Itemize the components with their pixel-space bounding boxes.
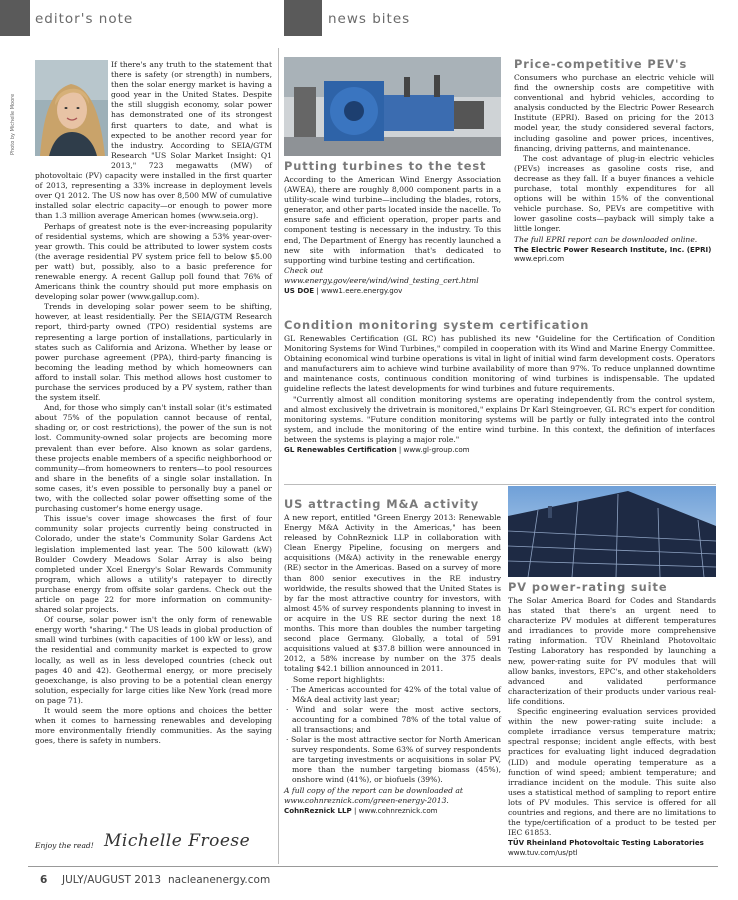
- condition-paragraph: GL Renewables Certification (GL RC) has published its new "Guideline for the Certification of Condition Monitoring Systems for Wind Turbines," compiled in cooperation with its Wind and Marine Energy Committee. Obtaining economical wind turbine operations is vital in light of initial wind farm development costs. Operators and manufacturers aim to achieve wind turbine availability of more than 97%. To reduce unplanned downtime and maintenance costs, continuous condition monitoring of wind turbines is indispensable. The updated guideline reflects the latest developments for wind turbines and future requirements.: [284, 334, 715, 394]
- editors-note-body: [35, 60, 272, 746]
- signature: Michelle Froese: [104, 831, 251, 851]
- ma-credit: CohnReznick LLP | www.cohnreznick.com: [284, 805, 438, 815]
- ma-paragraph: A new report, entitled "Green Energy 2013: Renewable Energy M&A Activity in the Americas," has been released by CohnReznick LLP in collaboration with Clean Energy Pipeline, focusing on mergers and acquisitions (M&A) activity in the renewable energy (RE) sector in the Americas. Based on a survey of more than 800 senior executives in the RE industry worldwide, the results showed that the United States is by far the most attractive country for investors, with almost 45% of survey respondents planning to invest in or acquire in the US RE sector during the next 18 months. This more than doubles the number targeting second place Germany. Globally, a total of 591 acquisitions valued at $37.8 billion were announced in 2012, a 58% increase by number on the 375 deals totaling $42.1 billion announced in 2011.: [284, 513, 501, 674]
- condition-source: GL Renewables Certification: [284, 445, 397, 455]
- editor-paragraph: If there's any truth to the statement that there is safety (or strength) in numbers, then the solar energy market is having a good year in the United States. Despite the still sluggish economy, solar power has demonstrated one of its strongest first quarters to date, and what is expected to be another record year for the industry. According to SEIA/GTM Research "US Solar Market Insight: Q1 2013," 723 megawatts (MW) of photovoltaic (PV) capacity were installed in the first quarter of 2013, representing a 33% increase in deployment levels over Q1 2012. The US now has over 8,500 MW of cumulative installed solar electric capacity—or enough to power more than 1.3 million average American homes (www.seia.org).: [35, 60, 272, 221]
- condition-credit: GL Renewables Certification | www.gl-group.com: [284, 445, 470, 455]
- editor-paragraph: Perhaps of greatest note is the ever-increasing popularity of residential systems, which are showing a 53% year-over-year growth. This could be attributed to lower system costs (the average residential PV system price fell to below $5.00 per watt) but, possibly, also to a basic preference for renewable energy. A recent Gallup poll found that 76% of Americans think the country should put more emphasis on developing solar power (www.gallup.com).: [35, 221, 272, 302]
- ma-article: [284, 497, 501, 815]
- pv-title: PV power-rating suite: [508, 580, 668, 594]
- editors-note-header-block: [0, 0, 30, 36]
- pev-paragraph: Consumers who purchase an electric vehicle will find the ownership costs are competitive with conventional and hybrid vehicles, according to analysis conducted by the Electric Power Research Institute (EPRI). Based on pricing for the 2013 model year, the study considered several factors, including gasoline and power prices, incentives, financing, driving patterns, and maintenance.: [514, 73, 714, 153]
- editors-note-header: editor's note: [35, 11, 134, 27]
- editor-paragraph: It would seem the more options and choices the better when it comes to harnessing renewables and developing more environmentally friendly communities. As the saying goes, there is safety in numbers.: [35, 706, 272, 746]
- pev-url[interactable]: www.epri.com: [514, 254, 565, 264]
- solar-panel-photo: [508, 486, 716, 577]
- turbines-article: [284, 159, 501, 296]
- pv-url[interactable]: www.tuv.com/us/ptl: [508, 847, 578, 857]
- turbines-body: According to the American Wind Energy Association (AWEA), there are roughly 8,000 component parts in a utility-scale wind turbine—including the blades, rotors, generator, and other parts located inside the nacelle. To ensure safe and efficient operation, proper parts and component testing is necessary in the industry. To this end, The Department of Energy has recently launched a new site with information that's dedicated to supporting wind turbine testing and certification.: [284, 175, 501, 265]
- turbines-link: Check out www.energy.gov/eere/wind/wind_testing_cert.html: [284, 265, 479, 285]
- pv-article: [508, 580, 716, 857]
- pev-source: The Electric Power Research Institute, Inc. (EPRI): [514, 244, 712, 254]
- news-bites-header: news bites: [328, 11, 411, 27]
- editor-paragraph: Of course, solar power isn't the only form of renewable energy worth "sharing." The US leads in global production of small wind turbines (with capacities of 100 kW or less), and the residential and community market is expected to grow locally, as well as in less developed countries (check out pages 40 and 42). Geothermal energy, or more precisely geoexchange, is also proving to be a potential clean energy solution, especially for large cities like New York (read more on page 71).: [35, 615, 272, 705]
- ma-note: A full copy of the report can be downloaded at www.cohnreznick.com/green-energy-2013.: [284, 785, 463, 805]
- editor-paragraph: And, for those who simply can't install solar (it's estimated about 75% of the population cannot because of rental, shading or, or cost restrictions), the power of the sun is not lost. Community-owned solar projects are becoming more prevalent than ever before. Also known as solar gardens, these projects enable members of a specific neighborhood or community—from homeowners to renters—to pool resources and share in the benefits of a single solar installation. In some cases, it's even possible to personally buy a panel or two, with the collected solar power offsetting some of the purchasing customer's home energy usage.: [35, 403, 272, 514]
- ma-paragraph: Some report highlights:: [293, 674, 385, 684]
- turbines-url[interactable]: www1.eere.energy.gov: [321, 286, 403, 296]
- pev-note: The full EPRI report can be downloaded online.: [514, 234, 698, 244]
- pv-paragraph: The Solar America Board for Codes and Standards has stated that there's an urgent need to characterize PV modules at different temperatures and irradiances to provide more comprehensive rating information. TÜV Rheinland Photovoltaic Testing Laboratory has responded by launching a new, power-rating suite for PV modules that will allow banks, investors, EPC's, and other stakeholders advanced and validated performance characterization of their products under various real-life conditions.: [508, 596, 716, 706]
- ma-bullet: · Solar is the most attractive sector for North American survey respondents. Some 63% of survey respondents are targeting investments or acquisitions in solar PV, more than the number targeting biomass (45%), onshore wind (41%), or biofuels (39%).: [286, 735, 501, 785]
- ma-highlights: [284, 685, 501, 786]
- pv-paragraph: Specific engineering evaluation services provided within the new power-rating suite include: a complete irradiance versus temperature matrix; spectral response; incident angle effects, with best practices for evaluating light induced degradation (LID) and module operating temperature as a function of wind speed; ambient temperature; and irradiance incident on the module. This suite also uses a statistical method of sampling to report entire lots of PV modules. This service is offered for all countries and regions, and there are no limitations to the type/certification of a product to be tested per IEC 61853.: [508, 707, 716, 838]
- turbines-source: US DOE: [284, 286, 315, 296]
- pv-credit: [508, 838, 716, 857]
- condition-url[interactable]: www.gl-group.com: [403, 445, 470, 455]
- footer-rule: [28, 866, 718, 867]
- pv-source: TÜV Rheinland Photovoltaic Testing Laboratories: [508, 838, 704, 848]
- photo-float-spacer: [35, 60, 111, 164]
- editor-paragraph: This issue's cover image showcases the first of four community solar projects currently being constructed in Colorado, under the state's Community Solar Gardens Act legislation implemented last year. The 500 kilowatt (kW) Boulder Cowdery Meadows Solar Array is also being completed under Xcel Energy's Solar Rewards Community program, which allows a utility's ratepayer to directly purchase energy from offsite solar gardens. Check out the article on page 22 for more information on community-shared solar projects.: [35, 514, 272, 615]
- ma-source: CohnReznick LLP: [284, 805, 352, 815]
- turbines-credit: US DOE | www1.eere.energy.gov: [284, 286, 403, 296]
- section-divider: [284, 484, 716, 485]
- condition-article: [284, 318, 715, 455]
- condition-paragraph: "Currently almost all condition monitoring systems are operating independently from the control system, and almost exclusively the drivetrain is monitored," explains Dr Karl Steingroever, GL RC's expert for condition monitoring systems. "Future condition monitoring systems will be partly or fully integrated into the control system, and include the monitoring of the entire wind turbine. In this context, the definition of interfaces between the systems is playing a major role.": [284, 394, 715, 444]
- ma-bullet: · The Americas accounted for 42% of the total value of M&A deal activity last year;: [286, 684, 501, 704]
- pev-article: [514, 57, 714, 264]
- editor-paragraph: Trends in developing solar power seem to be shifting, however, at least residentially. Per the SEIA/GTM Research report, third-party owned (TPO) residential systems are representing a large portion of installations, particularly in states such as California and Arizona. Whether by lease or power purchase agreement (PPA), third-party financing is becoming the leading method by which homeowners can afford to install solar. This method allows host customer to purchase the services produced by a PV system, rather than the system itself.: [35, 302, 272, 403]
- photo-credit: Photo by Michelle Moore: [10, 93, 16, 155]
- ma-url[interactable]: www.cohnreznick.com: [358, 805, 438, 815]
- turbines-title: Putting turbines to the test: [284, 159, 487, 173]
- signoff: Enjoy the read!: [35, 841, 94, 850]
- page-number: 6: [40, 874, 48, 886]
- pev-paragraph: The cost advantage of plug-in electric vehicles (PEVs) increases as gasoline costs rise, and decrease as they fall. If a buyer finances a vehicle purchase, total monthly expenditures for all options will be within 15% of the conventional vehicle purchase. So, PEVs are competitive with lower gasoline costs—payback will simply take a little longer.: [514, 153, 714, 234]
- turbine-test-photo: [284, 57, 501, 156]
- issue-date: JULY/AUGUST 2013: [62, 874, 162, 886]
- news-bites-header-block: [284, 0, 322, 36]
- ma-bullet: · Wind and solar were the most active sectors, accounting for a combined 78% of the total value of all transactions; and: [286, 704, 501, 734]
- pev-credit: [514, 245, 714, 264]
- condition-title: Condition monitoring system certification: [284, 318, 590, 332]
- column-divider: [278, 48, 279, 864]
- site-name[interactable]: nacleanenergy.com: [168, 874, 271, 886]
- pev-title: Price-competitive PEV's: [514, 57, 688, 71]
- ma-title: US attracting M&A activity: [284, 497, 480, 511]
